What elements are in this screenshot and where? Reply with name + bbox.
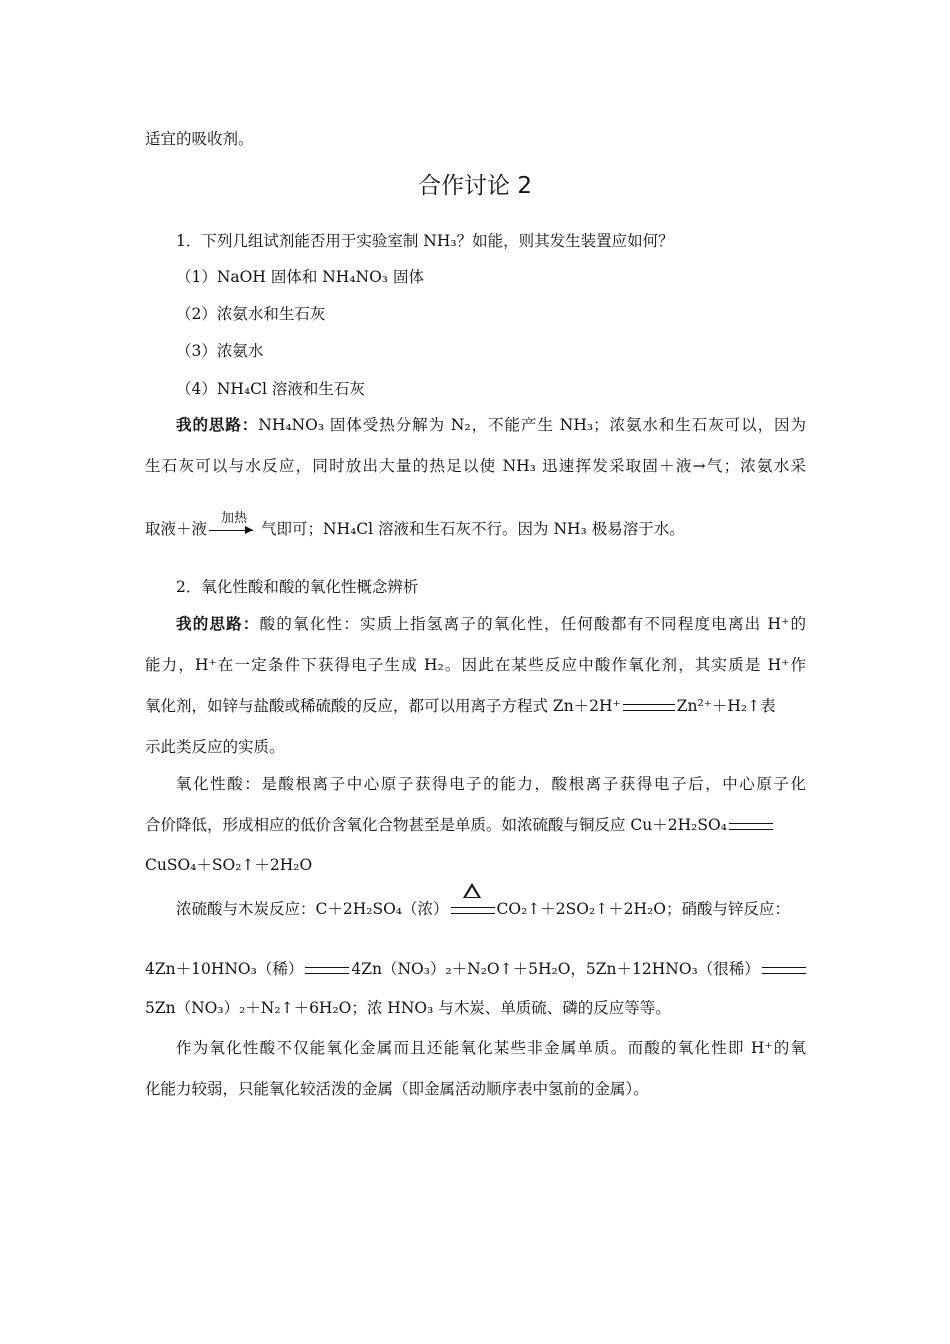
q1-question: 1．下列几组试剂能否用于实验室制 NH₃？如能，则其发生装置应如何？ [176,232,674,250]
q2-para3-line-1 [176,898,806,920]
q1-answer-text-3b: 气即可；NH₄Cl 溶液和生石灰不行。因为 NH₃ 极易溶于水。 [261,520,685,538]
q2-para4-line-2: 5Zn（NO₃）₂＋N₂↑＋6H₂O；浓 HNO₃ 与木炭、单质硫、磷的反应等等。 [145,999,671,1017]
q1-option-4: （4）NH₄Cl 溶液和生石灰 [176,380,365,398]
q2-answer-label: 我的思路： [176,614,260,633]
heating-arrow [209,510,259,531]
q1-answer-text-1: NH₄NO₃ 固体受热分解为 N₂，不能产生 NH₃；浓氨水和生石灰可以，因为 [258,416,806,434]
q2-para2-text-2: 合价降低，形成相应的低价含氧化合物甚至是单质。如浓硫酸与铜反应 Cu＋2H₂SO₄ [145,816,727,834]
q2-para3-text-b: CO₂↑＋2SO₂↑＋2H₂O；硝酸与锌反应： [496,900,790,918]
equals-sign [623,704,675,711]
q2-answer-line-4: 示此类反应的实质。 [145,738,285,756]
equals-sign [729,823,773,830]
q1-option-1: （1）NaOH 固体和 NH₄NO₃ 固体 [176,268,424,286]
q1-answer-line-3 [145,510,806,540]
equals-sign [762,967,806,974]
q2-answer-text-3b: Zn²⁺＋H₂↑表 [676,697,776,715]
q2-answer-line-3 [145,695,806,717]
section-title: 合作讨论 2 [418,173,532,199]
q2-answer-text-1: 酸的氧化性：实质上指氢离子的氧化性，任何酸都有不同程度电离出 H⁺的 [259,615,806,633]
q1-answer-line-1 [176,414,806,436]
equals-sign [305,967,349,974]
q2-para2-line-1: 氧化性酸：是酸根离子中心原子获得电子的能力，酸根离子获得电子后，中心原子化 [176,775,806,793]
q2-para3-text-a: 浓硫酸与木炭反应：C＋2H₂SO₄（浓） [176,900,449,918]
q1-answer-line-2: 生石灰可以与水反应，同时放出大量的热足以使 NH₃ 迅速挥发采取固＋液→气；浓氨水采 [145,457,806,475]
q2-question: 2．氧化性酸和酸的氧化性概念辨析 [176,578,419,596]
q2-para2-line-3: CuSO₄＋SO₂↑＋2H₂O [145,856,313,874]
q1-option-3: （3）浓氨水 [176,342,264,360]
q2-para2-line-2 [145,814,806,836]
q2-para5-line-2: 化能力较弱，只能氧化较活泼的金属（即金属活动顺序表中氢前的金属）。 [145,1080,649,1098]
q2-para5-line-1: 作为氧化性酸不仅能氧化金属而且还能氧化某些非金属单质。而酸的氧化性即 H⁺的氧 [176,1039,806,1057]
q1-answer-text-3a: 取液＋液 [145,520,208,538]
q1-option-2: （2）浓氨水和生石灰 [176,305,326,323]
q1-answer-label: 我的思路： [176,415,259,434]
q2-answer-line-2: 能力，H⁺在一定条件下获得电子生成 H₂。因此在某些反应中酸作氧化剂，其实质是 H⁺作 [145,656,806,674]
intro-tail-text: 适宜的吸收剂。 [145,130,254,148]
heating-equals-sign [451,907,495,914]
q2-answer-line-1 [176,613,806,635]
q2-para4-line-1 [145,958,806,980]
q2-para4-text-b: 4Zn（NO₃）₂＋N₂O↑＋5H₂O，5Zn＋12HNO₃（很稀） [351,960,760,978]
q2-answer-text-3a: 氧化剂，如锌与盐酸或稀硫酸的反应，都可以用离子方程式 Zn＋2H⁺ [145,697,621,715]
heating-arrow-label: 加热 [221,510,248,526]
q2-para4-text-a: 4Zn＋10HNO₃（稀） [145,960,304,978]
